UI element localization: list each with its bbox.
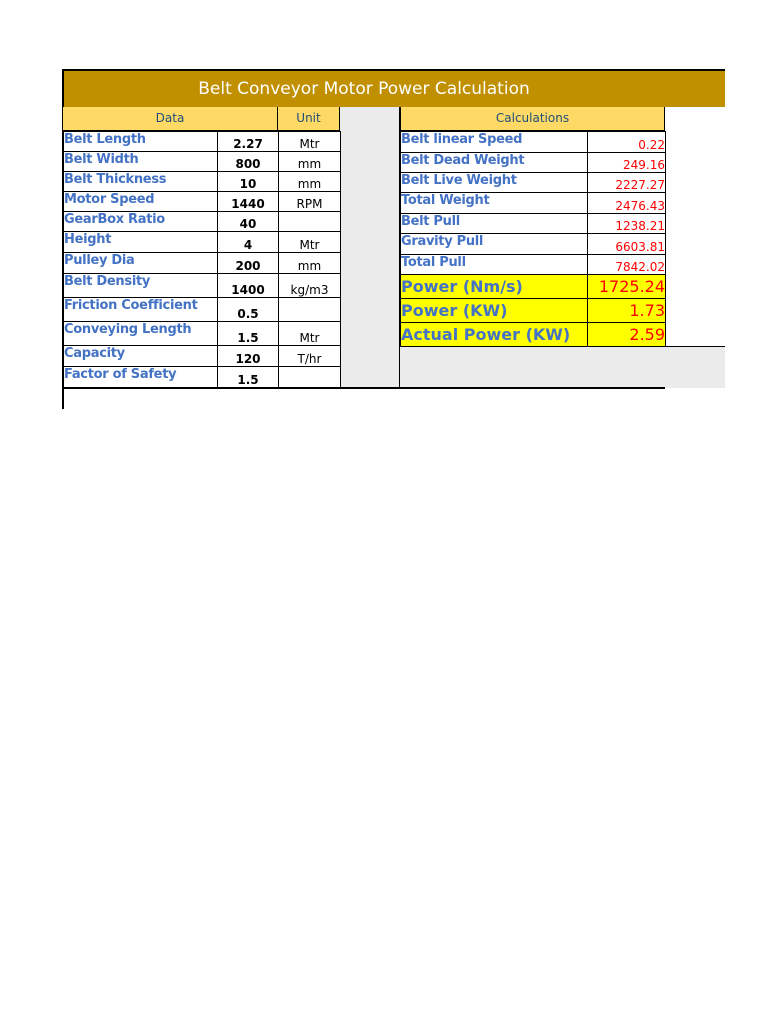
input-unit: Mtr (279, 322, 341, 346)
calc-value: 0.22 (588, 132, 666, 153)
table-row (401, 255, 666, 275)
input-label: Conveying Length (64, 322, 218, 346)
input-label: Belt Thickness (64, 172, 218, 192)
result-value: 2.59 (588, 323, 666, 347)
table-row (64, 367, 341, 388)
table-row (64, 322, 341, 346)
result-row (401, 299, 666, 323)
input-label: GearBox Ratio (64, 212, 218, 232)
calc-value: 7842.02 (588, 255, 666, 275)
bottom-border (63, 387, 665, 389)
table-row (401, 173, 666, 193)
table-row (64, 232, 341, 253)
table-row (64, 298, 341, 322)
calc-label: Belt Pull (401, 214, 588, 234)
result-value: 1.73 (588, 299, 666, 323)
input-label: Belt Width (64, 152, 218, 172)
input-value[interactable]: 1440 (218, 192, 279, 212)
table-row (64, 132, 341, 152)
input-value[interactable]: 10 (218, 172, 279, 192)
header-unit: Unit (278, 107, 340, 131)
header-data: Data (63, 107, 278, 131)
calc-value: 6603.81 (588, 234, 666, 255)
calc-label: Total Pull (401, 255, 588, 275)
input-unit: kg/m3 (279, 274, 341, 298)
result-row (401, 275, 666, 299)
table-row (401, 132, 666, 153)
result-label: Actual Power (KW) (401, 323, 588, 347)
calc-label: Belt linear Speed (401, 132, 588, 153)
input-value[interactable]: 1.5 (218, 322, 279, 346)
input-unit: T/hr (279, 346, 341, 367)
input-label: Friction Coefficient (64, 298, 218, 322)
result-label: Power (Nm/s) (401, 275, 588, 299)
input-label: Motor Speed (64, 192, 218, 212)
input-value[interactable]: 1.5 (218, 367, 279, 388)
calc-label: Belt Live Weight (401, 173, 588, 193)
result-label: Power (KW) (401, 299, 588, 323)
input-table (63, 131, 341, 388)
table-row (401, 234, 666, 255)
input-label: Factor of Safety (64, 367, 218, 388)
input-unit: mm (279, 172, 341, 192)
table-row (401, 214, 666, 234)
input-label: Capacity (64, 346, 218, 367)
input-unit: mm (279, 152, 341, 172)
calc-value: 2227.27 (588, 173, 666, 193)
input-value[interactable]: 1400 (218, 274, 279, 298)
input-unit (279, 212, 341, 232)
calc-value: 249.16 (588, 153, 666, 173)
input-unit: Mtr (279, 232, 341, 253)
input-label: Pulley Dia (64, 253, 218, 274)
input-label: Belt Length (64, 132, 218, 152)
results-filler (400, 346, 725, 388)
input-value[interactable]: 40 (218, 212, 279, 232)
input-value[interactable]: 0.5 (218, 298, 279, 322)
table-row (64, 192, 341, 212)
input-unit (279, 367, 341, 388)
table-row (64, 152, 341, 172)
spacer-column (340, 107, 400, 388)
calc-value: 2476.43 (588, 193, 666, 214)
input-value[interactable]: 4 (218, 232, 279, 253)
result-value: 1725.24 (588, 275, 666, 299)
table-row (64, 212, 341, 232)
input-value[interactable]: 2.27 (218, 132, 279, 152)
header-calculations: Calculations (400, 107, 665, 131)
table-row (401, 153, 666, 173)
input-value[interactable]: 200 (218, 253, 279, 274)
calc-value: 1238.21 (588, 214, 666, 234)
input-unit: Mtr (279, 132, 341, 152)
input-unit (279, 298, 341, 322)
input-unit: RPM (279, 192, 341, 212)
table-row (64, 172, 341, 192)
calc-label: Gravity Pull (401, 234, 588, 255)
result-row (401, 323, 666, 347)
input-value[interactable]: 120 (218, 346, 279, 367)
sheet-title: Belt Conveyor Motor Power Calculation (63, 69, 725, 107)
calc-label: Belt Dead Weight (401, 153, 588, 173)
input-unit: mm (279, 253, 341, 274)
calc-label: Total Weight (401, 193, 588, 214)
input-label: Belt Density (64, 274, 218, 298)
table-row (64, 346, 341, 367)
table-row (64, 274, 341, 298)
table-row (64, 253, 341, 274)
input-value[interactable]: 800 (218, 152, 279, 172)
input-label: Height (64, 232, 218, 253)
table-row (401, 193, 666, 214)
calculations-table (400, 131, 666, 347)
